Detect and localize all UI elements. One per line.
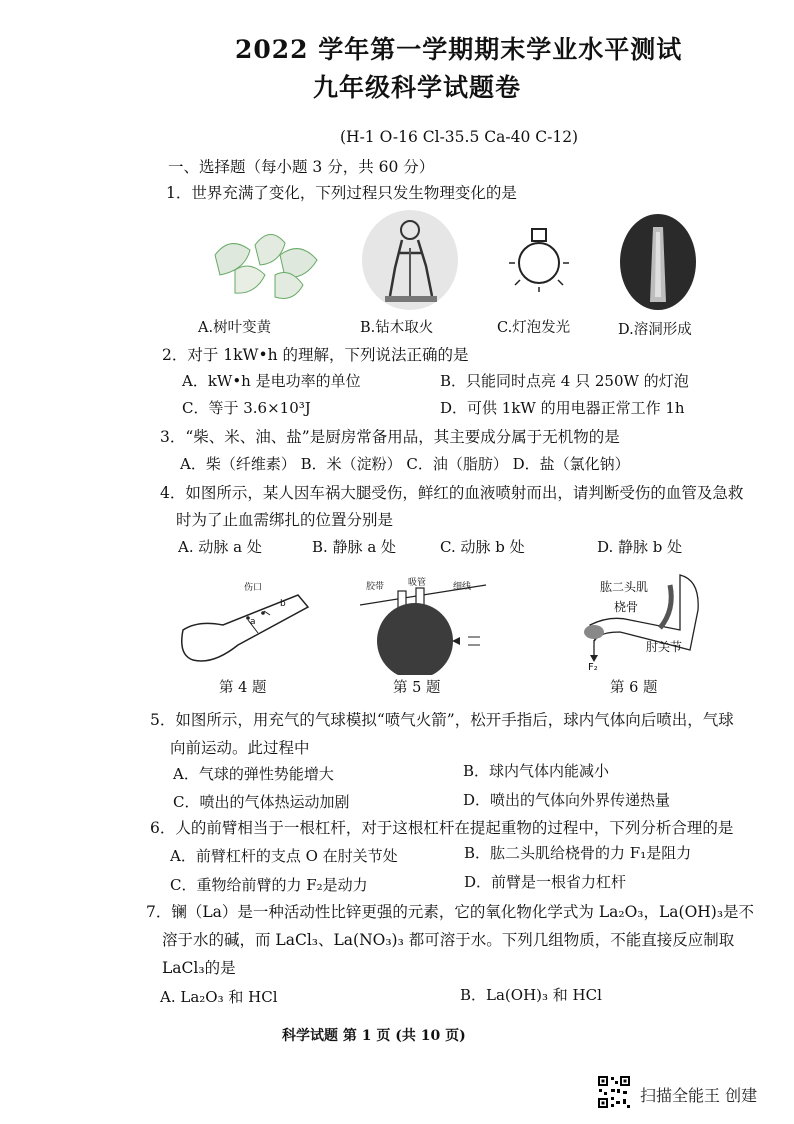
q5-option-d: D．喷出的气体向外界传递热量 <box>463 791 671 809</box>
q6-stem: 6．人的前臂相当于一根杠杆，对于这根杠杆在提起重物的过程中，下列分析合理的是 <box>150 819 734 837</box>
cave-image <box>618 212 698 312</box>
q4-stem-line2: 时为了止血需绑扎的位置分别是 <box>176 511 394 529</box>
q2-option-b: B．只能同时点亮 4 只 250W 的灯泡 <box>440 372 689 390</box>
elbow-label: 肘关节 <box>646 640 683 654</box>
q5-stem-line1: 5．如图所示，用充气的气球模拟“喷气火箭”，松开手指后，球内气体向后喷出，气球 <box>150 711 734 729</box>
qr-code-icon <box>597 1075 631 1109</box>
exam-title: 2022 学年第一学期期末学业水平测试 <box>235 35 683 64</box>
straw-label: 吸管 <box>408 578 427 588</box>
q6-option-a: A．前臂杠杆的支点 O 在肘关节处 <box>170 847 398 865</box>
q7-stem-line3: LaCl₃的是 <box>162 959 236 977</box>
q2-option-c: C．等于 3.6×10³J <box>182 399 311 417</box>
leaves-image <box>205 215 325 310</box>
q1-option-a: A.树叶变黄 <box>198 320 272 336</box>
q2-option-a: A．kW•h 是电功率的单位 <box>182 372 361 390</box>
scanner-watermark: 扫描全能王 创建 <box>640 1086 758 1105</box>
exam-subtitle: 九年级科学试题卷 <box>313 73 522 102</box>
page-footer: 科学试题 第 1 页 (共 10 页) <box>282 1028 466 1044</box>
balloon-figure <box>358 575 493 675</box>
point-b-label: b <box>280 599 286 609</box>
section-heading: 一、选择题（每小题 3 分，共 60 分） <box>168 158 435 176</box>
q6-option-d: D．前臂是一根省力杠杆 <box>464 873 627 891</box>
q2-stem: 2．对于 1kW•h 的理解，下列说法正确的是 <box>162 346 469 364</box>
q2-option-d: D．可供 1kW 的用电器正常工作 1h <box>440 399 685 417</box>
string-label: 细线 <box>453 582 472 592</box>
q4-option-a: A. 动脉 a 处 <box>178 538 262 556</box>
q1-stem: 1．世界充满了变化，下列过程只发生物理变化的是 <box>166 184 517 202</box>
q4-option-c: C. 动脉 b 处 <box>440 538 525 556</box>
q6-option-b: B．肱二头肌给桡骨的力 F₁是阻力 <box>464 844 692 862</box>
fig5-caption: 第 5 题 <box>393 680 441 696</box>
q6-option-c: C．重物给前臂的力 F₂是动力 <box>170 876 368 894</box>
fig4-caption: 第 4 题 <box>219 680 267 696</box>
q7-stem-line1: 7．镧（La）是一种活动性比锌更强的元素，它的氧化物化学式为 La₂O₃，La(OH)₃是不 <box>146 903 755 921</box>
atomic-masses: (H-1 O-16 Cl-35.5 Ca-40 C-12) <box>340 128 579 146</box>
q1-option-c: C.灯泡发光 <box>497 320 571 336</box>
q1-option-b: B.钻木取火 <box>360 320 434 336</box>
q1-option-d: D.溶洞形成 <box>618 322 692 338</box>
q7-option-b: B．La(OH)₃ 和 HCl <box>460 986 602 1004</box>
radius-label: 桡骨 <box>614 600 639 614</box>
q3-options: A．柴（纤维素） B．米（淀粉） C．油（脂肪） D．盐（氯化钠） <box>180 455 630 473</box>
fig6-caption: 第 6 题 <box>610 680 658 696</box>
q7-stem-line2: 溶于水的碱，而 LaCl₃、La(NO₃)₃ 都可溶于水。下列几组物质，不能直接反应制取 <box>162 931 735 949</box>
q4-option-b: B. 静脉 a 处 <box>312 538 397 556</box>
light-bulb-image <box>505 225 573 293</box>
q5-option-a: A．气球的弹性势能增大 <box>173 765 334 783</box>
q5-option-b: B．球内气体内能减小 <box>463 762 610 780</box>
point-a-label: a <box>250 617 256 627</box>
q5-stem-line2: 向前运动。此过程中 <box>170 739 310 757</box>
biceps-label: 肱二头肌 <box>600 580 649 594</box>
q5-option-c: C．喷出的气体热运动加剧 <box>173 793 350 811</box>
q4-option-d: D. 静脉 b 处 <box>597 538 683 556</box>
drill-fire-image <box>360 208 460 313</box>
tape-label: 胶带 <box>366 582 385 592</box>
arm-figure <box>580 570 710 675</box>
f2-label: F₂ <box>588 662 598 673</box>
q4-stem-line1: 4．如图所示，某人因车祸大腿受伤，鲜红的血液喷射而出，请判断受伤的血管及急救 <box>160 484 744 502</box>
q3-stem: 3．“柴、米、油、盐”是厨房常备用品，其主要成分属于无机物的是 <box>160 428 620 446</box>
q7-option-a: A. La₂O₃ 和 HCl <box>160 988 278 1006</box>
leg-figure <box>178 575 318 675</box>
wound-label: 伤口 <box>244 583 263 593</box>
